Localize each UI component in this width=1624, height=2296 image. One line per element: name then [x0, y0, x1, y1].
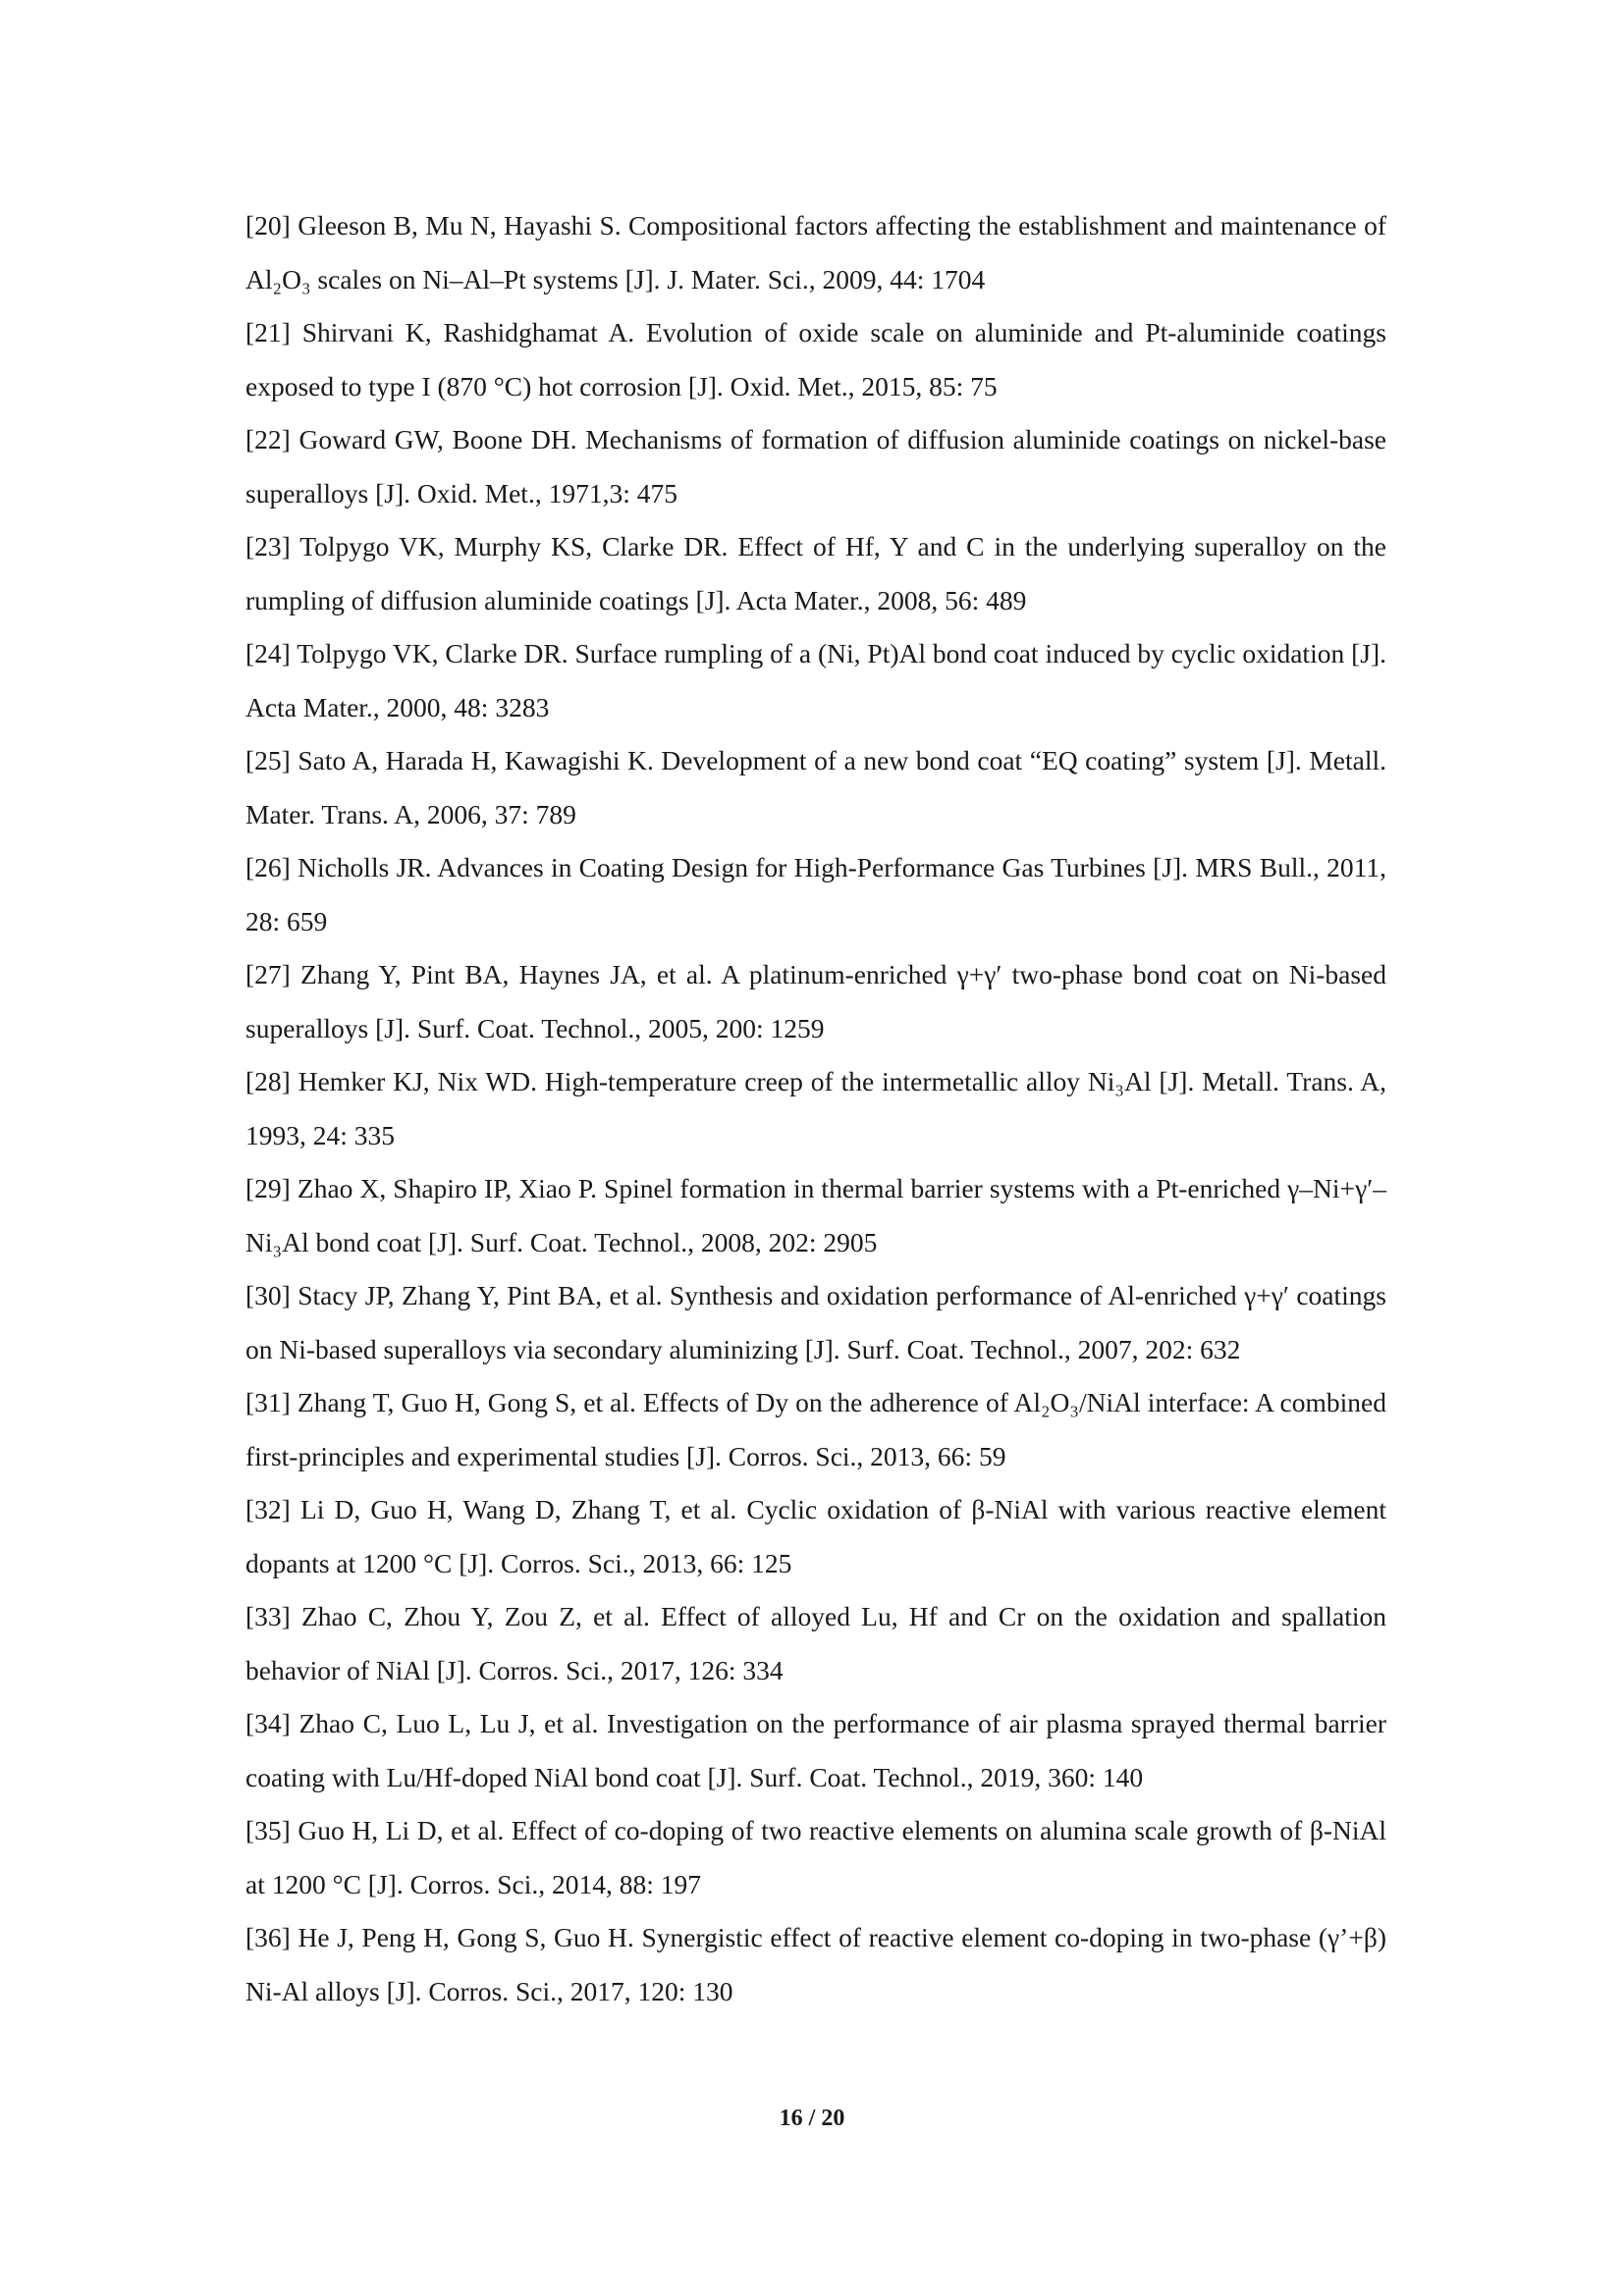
reference-item-28: [28] Hemker KJ, Nix WD. High-temperature creep of the intermetallic alloy Ni₃Al [J]. Metall. Trans. A, 1993, 24: 335	[245, 1066, 1386, 1150]
reference-item-20: [20] Gleeson B, Mu N, Hayashi S. Compositional factors affecting the establishment and maintenance of Al₂O₃ scales on Ni–Al–Pt systems [J]. J. Mater. Sci., 2009, 44: 1704	[245, 210, 1386, 294]
reference-item-25: [25] Sato A, Harada H, Kawagishi K. Development of a new bond coat “EQ coating” system [J]. Metall. Mater. Trans. A, 2006, 37: 789	[245, 745, 1386, 829]
reference-item-34: [34] Zhao C, Luo L, Lu J, et al. Investigation on the performance of air plasma sprayed thermal barrier coating with Lu/Hf-doped NiAl bond coat [J]. Surf. Coat. Technol., 2019, 360: 140	[245, 1708, 1386, 1792]
reference-item-29: [29] Zhao X, Shapiro IP, Xiao P. Spinel formation in thermal barrier systems with a Pt-enriched γ–Ni+γ′–Ni₃Al bond coat [J]. Surf. Coat. Technol., 2008, 202: 2905	[245, 1173, 1386, 1257]
reference-item-35: [35] Guo H, Li D, et al. Effect of co-doping of two reactive elements on alumina scale growth of β-NiAl at 1200 °C [J]. Corros. Sci., 2014, 88: 197	[245, 1815, 1386, 1899]
reference-item-21: [21] Shirvani K, Rashidghamat A. Evolution of oxide scale on aluminide and Pt-aluminide coatings exposed to type I (870 °C) hot corrosion [J]. Oxid. Met., 2015, 85: 75	[245, 317, 1386, 401]
reference-item-33: [33] Zhao C, Zhou Y, Zou Z, et al. Effect of alloyed Lu, Hf and Cr on the oxidation and spallation behavior of NiAl [J]. Corros. Sci., 2017, 126: 334	[245, 1601, 1386, 1685]
reference-item-26: [26] Nicholls JR. Advances in Coating Design for High-Performance Gas Turbines [J]. MRS Bull., 2011, 28: 659	[245, 852, 1386, 936]
reference-item-32: [32] Li D, Guo H, Wang D, Zhang T, et al. Cyclic oxidation of β-NiAl with various reactive element dopants at 1200 °C [J]. Corros. Sci., 2013, 66: 125	[245, 1494, 1386, 1578]
page-number: 16 / 20	[779, 2106, 845, 2131]
reference-item-31: [31] Zhang T, Guo H, Gong S, et al. Effects of Dy on the adherence of Al₂O₃/NiAl interface: A combined first-principles and experimental studies [J]. Corros. Sci., 2013, 66: 59	[245, 1387, 1386, 1471]
reference-list	[245, 199, 1386, 2018]
reference-item-24: [24] Tolpygo VK, Clarke DR. Surface rumpling of a (Ni, Pt)Al bond coat induced by cyclic oxidation [J]. Acta Mater., 2000, 48: 3283	[245, 638, 1386, 722]
reference-item-22: [22] Goward GW, Boone DH. Mechanisms of formation of diffusion aluminide coatings on nickel-base superalloys [J]. Oxid. Met., 1971,3: 475	[245, 424, 1386, 508]
reference-item-30: [30] Stacy JP, Zhang Y, Pint BA, et al. Synthesis and oxidation performance of Al-enriched γ+γ′ coatings on Ni-based superalloys via secondary aluminizing [J]. Surf. Coat. Technol., 2007, 202: 632	[245, 1280, 1386, 1364]
reference-item-27: [27] Zhang Y, Pint BA, Haynes JA, et al. A platinum-enriched γ+γ′ two-phase bond coat on Ni-based superalloys [J]. Surf. Coat. Technol., 2005, 200: 1259	[245, 959, 1386, 1043]
reference-item-23: [23] Tolpygo VK, Murphy KS, Clarke DR. Effect of Hf, Y and C in the underlying superalloy on the rumpling of diffusion aluminide coatings [J]. Acta Mater., 2008, 56: 489	[245, 531, 1386, 615]
reference-item-36: [36] He J, Peng H, Gong S, Guo H. Synergistic effect of reactive element co-doping in two-phase (γ’+β) Ni-Al alloys [J]. Corros. Sci., 2017, 120: 130	[245, 1922, 1386, 2006]
